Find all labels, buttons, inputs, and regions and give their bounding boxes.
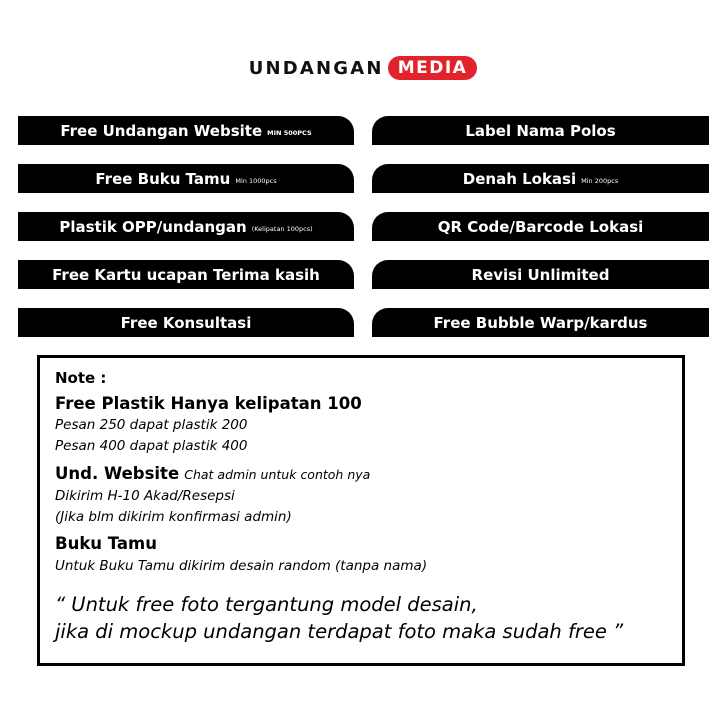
feature-free-buku-tamu [18,164,354,193]
feature-free-undangan-website [18,116,354,145]
plastik-line: Pesan 400 dapat plastik 400 [55,438,248,454]
note-box [37,355,685,666]
feature-note: (Kelipatan 100pcs) [251,224,313,233]
buku-title: Buku Tamu [55,534,157,553]
website-row [55,464,370,483]
feature-revisi-unlimited [372,260,709,289]
brand-name-right: MEDIA [388,56,478,80]
feature-label: Label Nama Polos [465,121,616,140]
feature-label: Revisi Unlimited [471,265,610,284]
feature-label: Plastik OPP/undangan [59,217,247,236]
quote-line: jika di mockup undangan terdapat foto maka sudah free ” [55,620,624,643]
feature-free-kartu-ucapan [18,260,354,289]
feature-label-nama-polos [372,116,709,145]
feature-denah-lokasi [372,164,709,193]
website-line: (Jika blm dikirim konfirmasi admin) [55,509,292,525]
feature-label: QR Code/Barcode Lokasi [437,217,644,236]
website-inline-note: Chat admin untuk contoh nya [184,467,371,482]
note-heading: Note : [55,369,107,387]
feature-plastik-opp [18,212,354,241]
feature-label: Denah Lokasi [462,169,577,188]
plastik-title: Free Plastik Hanya kelipatan 100 [55,394,362,413]
feature-free-bubble-warp [372,308,709,337]
feature-label: Free Kartu ucapan Terima kasih [52,265,320,284]
feature-label: Free Konsultasi [120,313,252,332]
buku-line: Untuk Buku Tamu dikirim desain random (tanpa nama) [55,558,428,574]
feature-note: Min 200pcs [581,176,619,185]
feature-label: Free Undangan Website [60,121,263,140]
quote-line: “ Untuk free foto tergantung model desain, [55,593,478,616]
brand-name-left: UNDANGAN [248,57,384,79]
website-title: Und. Website [55,464,180,483]
feature-free-konsultasi [18,308,354,337]
feature-note: Min 1000pcs [235,176,277,185]
plastik-line: Pesan 250 dapat plastik 200 [55,417,248,433]
website-line: Dikirim H-10 Akad/Resepsi [55,488,235,504]
feature-label: Free Buku Tamu [95,169,231,188]
feature-label: Free Bubble Warp/kardus [433,313,648,332]
feature-qr-code-lokasi [372,212,709,241]
feature-note: MIN 500PCS [267,128,312,137]
brand-logo [0,53,726,83]
